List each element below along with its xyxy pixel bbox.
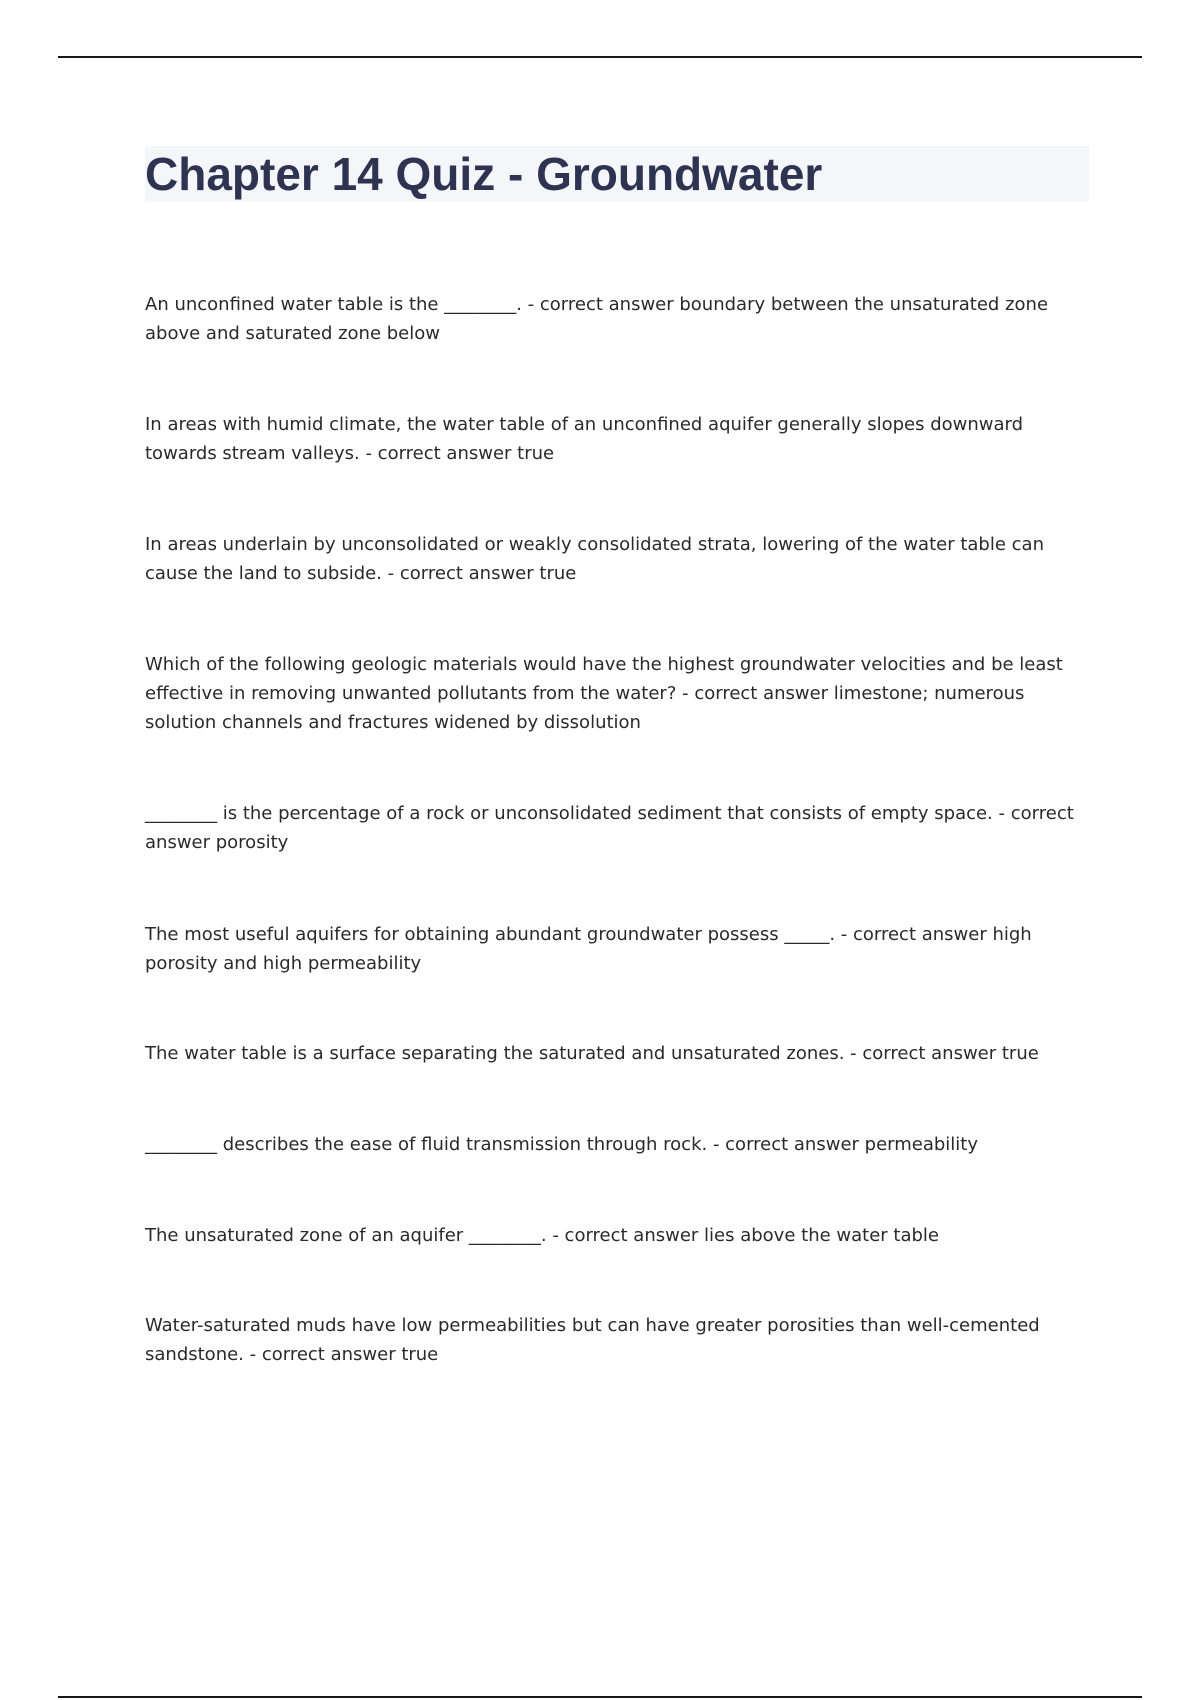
bottom-rule <box>58 1696 1142 1698</box>
qa-item-4: Which of the following geologic materials would have the highest groundwater velocities and be least effective in removing unwanted pollutants from the water? - correct answer limestone; numerous solution channels and fractures widened by dissolution <box>145 654 1063 733</box>
qa-item-9: The unsaturated zone of an aquifer ________. - correct answer lies above the water table <box>145 1225 939 1246</box>
qa-item-1: An unconfined water table is the ________. - correct answer boundary between the unsaturated zone above and saturated zone below <box>145 294 1049 344</box>
qa-item-10: Water-saturated muds have low permeabilities but can have greater porosities than well-cemented sandstone. - correct answer true <box>145 1315 1040 1365</box>
qa-item-3: In areas underlain by unconsolidated or weakly consolidated strata, lowering of the water table can cause the land to subside. - correct answer true <box>145 534 1044 584</box>
qa-item-5: ________ is the percentage of a rock or unconsolidated sediment that consists of empty space. - correct answer porosity <box>145 803 1074 853</box>
qa-item-2: In areas with humid climate, the water table of an unconfined aquifer generally slopes downward towards stream valleys. - correct answer true <box>145 414 1024 464</box>
page-title: Chapter 14 Quiz - Groundwater <box>145 148 823 200</box>
qa-item-7: The water table is a surface separating the saturated and unsaturated zones. - correct answer true <box>145 1043 1039 1064</box>
qa-item-8: ________ describes the ease of fluid transmission through rock. - correct answer permeability <box>145 1134 979 1155</box>
qa-item-6: The most useful aquifers for obtaining abundant groundwater possess _____. - correct answer high porosity and high permeability <box>145 924 1032 974</box>
top-rule <box>58 56 1142 58</box>
